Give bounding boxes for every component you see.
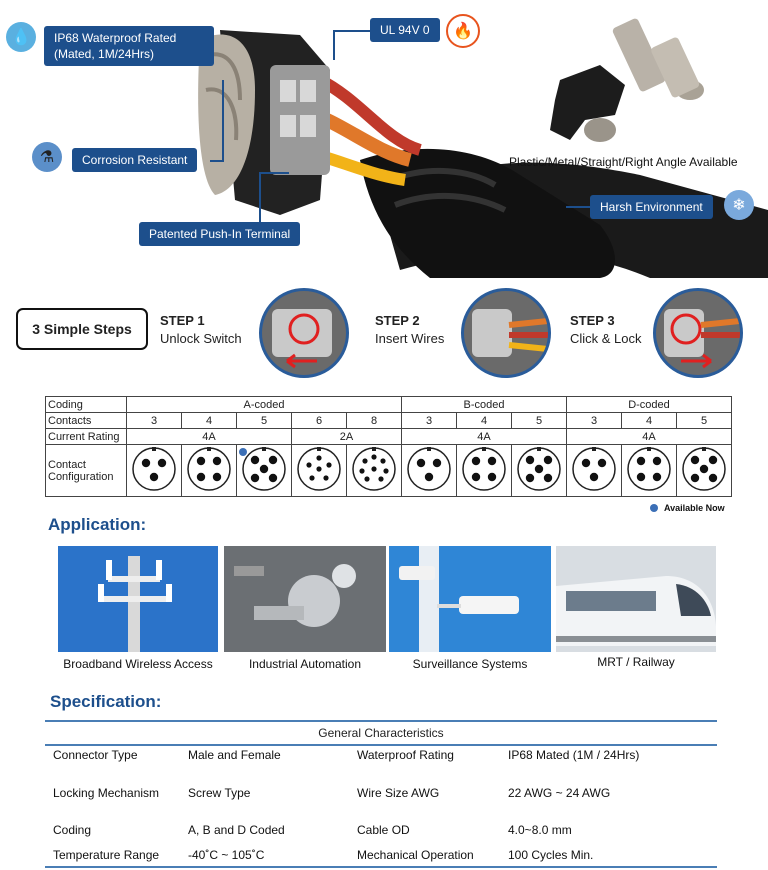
industrial-image	[224, 546, 386, 652]
contact-pin	[323, 475, 328, 480]
spec-cell: Cable OD	[357, 823, 410, 837]
contact-pin	[306, 462, 311, 467]
contact-pin	[691, 474, 699, 482]
pin-diagram	[295, 445, 343, 493]
legend-dot	[650, 504, 658, 512]
group-a: A-coded	[127, 397, 402, 413]
step-3-title: STEP 3	[570, 313, 615, 328]
contact-pin	[269, 474, 277, 482]
contact-pin	[709, 474, 717, 482]
steps-box: 3 Simple Steps	[16, 308, 148, 350]
contact-pin	[637, 473, 645, 481]
contact-pin	[488, 473, 496, 481]
callout-leader	[222, 80, 224, 162]
contacts-cell: 5	[512, 413, 567, 429]
callout-leader	[259, 172, 261, 224]
contact-pin	[709, 456, 717, 464]
pin-key	[262, 447, 266, 451]
contact-pin	[260, 465, 268, 473]
pin-key	[372, 447, 376, 451]
pin-diagram-cell	[347, 445, 402, 497]
pin-outline	[408, 448, 450, 490]
row-label-contacts: Contacts	[46, 413, 127, 429]
flame-icon: 🔥	[446, 14, 480, 48]
corrosion-icon: ⚗	[32, 142, 62, 172]
contact-pin	[472, 473, 480, 481]
contact-pin	[526, 474, 534, 482]
spec-cell: A, B and D Coded	[188, 823, 285, 837]
callout-leader	[259, 172, 289, 174]
spec-cell: 22 AWG ~ 24 AWG	[508, 786, 611, 800]
config-label-line2: Configuration	[48, 470, 114, 483]
coding-table	[45, 396, 732, 497]
row-label-config	[46, 445, 127, 497]
contact-pin	[582, 459, 590, 467]
contacts-cell: 3	[127, 413, 182, 429]
step-2-image	[461, 288, 551, 378]
contact-pin	[425, 473, 433, 481]
caption-railway: MRT / Railway	[597, 655, 675, 669]
contact-pin	[359, 468, 364, 473]
step-2-title: STEP 2	[375, 313, 420, 328]
contact-pin	[380, 458, 385, 463]
specification-title: Specification:	[50, 692, 162, 711]
contact-pin	[197, 457, 205, 465]
row-label-current: Current Rating	[46, 429, 127, 445]
rating-cell: 4A	[402, 429, 567, 445]
callout-leader	[333, 30, 335, 60]
contact-pin	[526, 456, 534, 464]
contact-pin	[371, 466, 376, 471]
variants-text: Plastic/Metal/Straight/Right Angle Available	[509, 155, 738, 169]
pin-diagram-cell	[677, 445, 732, 497]
contacts-cell: 6	[292, 413, 347, 429]
pin-diagram	[515, 445, 563, 493]
legend-label: Available Now	[664, 503, 725, 513]
contact-pin	[383, 468, 388, 473]
spec-cell: Coding	[53, 823, 92, 837]
spec-cell: Temperature Range	[53, 848, 160, 862]
surveillance-image	[389, 546, 551, 652]
pin-key	[702, 447, 706, 451]
callout-leader	[333, 30, 371, 32]
pin-diagram	[460, 445, 508, 493]
contact-pin	[371, 454, 376, 459]
contact-pin	[362, 458, 367, 463]
pin-diagram	[570, 445, 618, 493]
contact-pin	[251, 474, 259, 482]
rating-cell: 2A	[292, 429, 402, 445]
pin-diagram	[350, 445, 398, 493]
spec-cell: 4.0~8.0 mm	[508, 823, 572, 837]
spec-bottom-rule	[45, 866, 717, 868]
pin-outline	[133, 448, 175, 490]
spec-cell: Screw Type	[188, 786, 251, 800]
waterdrop-icon: 💧	[6, 22, 36, 52]
contact-pin	[637, 457, 645, 465]
spec-cell: Wire Size AWG	[357, 786, 440, 800]
spec-cell: Mechanical Operation	[357, 848, 474, 862]
contact-pin	[590, 473, 598, 481]
pin-diagram-cell	[567, 445, 622, 497]
contact-pin	[544, 474, 552, 482]
contact-pin	[544, 456, 552, 464]
contacts-cell: 4	[182, 413, 237, 429]
pin-diagram	[240, 445, 288, 493]
pin-diagram-cell	[127, 445, 182, 497]
group-b: B-coded	[402, 397, 567, 413]
pin-outline	[628, 448, 670, 490]
contact-pin	[251, 456, 259, 464]
step-3-image	[653, 288, 743, 378]
spec-cell: Locking Mechanism	[53, 786, 160, 800]
contact-pin	[142, 459, 150, 467]
spec-cell: IP68 Mated (1M / 24Hrs)	[508, 748, 640, 762]
contacts-cell: 3	[567, 413, 622, 429]
contact-pin	[150, 473, 158, 481]
contact-pin	[269, 456, 277, 464]
caption-surveillance: Surveillance Systems	[412, 657, 528, 671]
rating-cell: 4A	[127, 429, 292, 445]
broadband-image	[58, 546, 218, 652]
pin-outline	[573, 448, 615, 490]
contacts-cell: 8	[347, 413, 402, 429]
pin-key	[317, 447, 321, 451]
step-1-title: STEP 1	[160, 313, 205, 328]
contact-pin	[197, 473, 205, 481]
contact-pin	[653, 457, 661, 465]
callout-leader	[566, 206, 590, 208]
step-2-desc: Insert Wires	[375, 331, 445, 346]
rating-cell: 4A	[567, 429, 732, 445]
pin-key	[427, 447, 431, 451]
contacts-cell: 4	[622, 413, 677, 429]
contact-pin	[598, 459, 606, 467]
contact-pin	[488, 457, 496, 465]
pin-key	[537, 447, 541, 451]
contact-pin	[213, 473, 221, 481]
pin-key	[152, 447, 156, 451]
contacts-cell: 5	[677, 413, 732, 429]
contact-pin	[653, 473, 661, 481]
callout-terminal: Patented Push-In Terminal	[139, 222, 300, 246]
contact-pin	[326, 462, 331, 467]
pin-diagram	[405, 445, 453, 493]
callout-leader	[194, 42, 212, 44]
contacts-cell: 5	[237, 413, 292, 429]
callout-corrosion: Corrosion Resistant	[72, 148, 197, 172]
callout-harsh: Harsh Environment	[590, 195, 713, 219]
pin-diagram-cell	[292, 445, 347, 497]
pin-diagram-cell	[237, 445, 292, 497]
application-title: Application:	[48, 515, 147, 534]
railway-image	[556, 546, 716, 652]
callout-waterproof: IP68 Waterproof Rated (Mated, 1M/24Hrs)	[44, 26, 214, 66]
row-label-coding: Coding	[46, 397, 127, 413]
callout-ul: UL 94V 0	[370, 18, 440, 42]
spec-cell: 100 Cycles Min.	[508, 848, 594, 862]
pin-diagram	[680, 445, 728, 493]
contact-pin	[213, 457, 221, 465]
contact-pin	[309, 475, 314, 480]
pin-diagram-cell	[182, 445, 237, 497]
pin-outline	[463, 448, 505, 490]
spec-cell: Connector Type	[53, 748, 138, 762]
spec-table	[45, 720, 717, 746]
pin-diagram-cell	[622, 445, 677, 497]
caption-broadband: Broadband Wireless Access	[63, 657, 213, 671]
pin-diagram-cell	[512, 445, 567, 497]
spec-cell: -40˚C ~ 105˚C	[188, 848, 265, 862]
pin-diagram	[185, 445, 233, 493]
pin-diagram	[130, 445, 178, 493]
contact-pin	[472, 457, 480, 465]
pin-key	[482, 447, 486, 451]
group-d: D-coded	[567, 397, 732, 413]
available-dot	[239, 448, 247, 456]
hero-banner	[0, 0, 768, 278]
contact-pin	[700, 465, 708, 473]
contact-pin	[316, 466, 321, 471]
config-label-line1: Contact	[48, 458, 86, 471]
contact-pin	[417, 459, 425, 467]
pin-diagram	[625, 445, 673, 493]
pin-diagram-cell	[402, 445, 457, 497]
contact-pin	[364, 476, 369, 481]
thermometer-icon: ❄	[724, 190, 754, 220]
contact-pin	[535, 465, 543, 473]
pin-key	[207, 447, 211, 451]
contact-pin	[316, 455, 321, 460]
contact-pin	[378, 476, 383, 481]
contact-pin	[691, 456, 699, 464]
spec-cell: Waterproof Rating	[357, 748, 454, 762]
contact-pin	[433, 459, 441, 467]
spec-header: General Characteristics	[45, 720, 717, 746]
pin-outline	[188, 448, 230, 490]
contacts-cell: 3	[402, 413, 457, 429]
pin-key	[592, 447, 596, 451]
pin-key	[647, 447, 651, 451]
pin-diagram-cell	[457, 445, 512, 497]
step-1-image	[259, 288, 349, 378]
contact-pin	[158, 459, 166, 467]
spec-cell: Male and Female	[188, 748, 281, 762]
contacts-cell: 4	[457, 413, 512, 429]
step-1-desc: Unlock Switch	[160, 331, 242, 346]
step-3-desc: Click & Lock	[570, 331, 642, 346]
caption-industrial: Industrial Automation	[248, 657, 362, 671]
